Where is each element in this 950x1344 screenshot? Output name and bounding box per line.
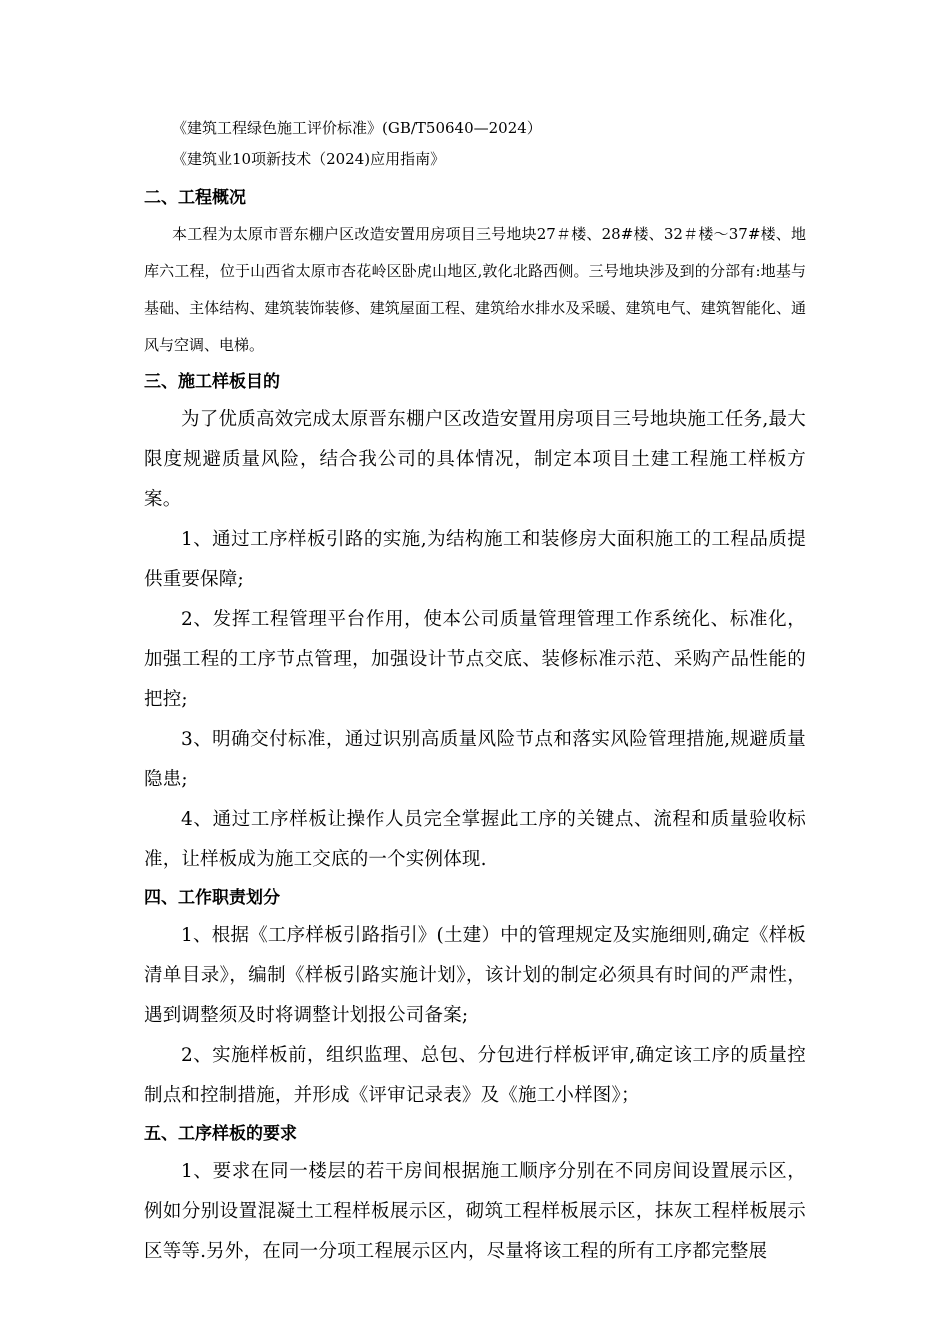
section-heading: 五、工序样板的要求 [144,1124,297,1144]
body-paragraph: 1、通过工序样板引路的实施,为结构施工和装修房大面积施工的工程品质提供重要保障; [144,529,806,590]
section-heading: 三、施工样板目的 [144,372,280,392]
body-paragraph: 3、明确交付标准，通过识别高质量风险节点和落实风险管理措施,规避质量隐患; [144,729,806,790]
body-paragraph: 为了优质高效完成太原晋东棚户区改造安置用房项目三号地块施工任务,最大限度规避质量风险，结合我公司的具体情况，制定本项目土建工程施工样板方案。 [144,409,806,510]
reference-line: 《建筑工程绿色施工评价标准》(GB/T50640—2024） [172,119,542,137]
body-paragraph: 4、通过工序样板让操作人员完全掌握此工序的关键点、流程和质量验收标准，让样板成为施工交底的一个实例体现. [144,809,806,870]
body-paragraph: 1、根据《工序样板引路指引》(土建）中的管理规定及实施细则,确定《样板清单目录》，编制《样板引路实施计划》，该计划的制定必须具有时间的严肃性，遇到调整须及时将调整计划报公司备案; [144,925,806,1026]
body-paragraph: 2、实施样板前，组织监理、总包、分包进行样板评审,确定该工序的质量控制点和控制措施，并形成《评审记录表》及《施工小样图》； [144,1045,806,1106]
body-paragraph: 本工程为太原市晋东棚户区改造安置用房项目三号地块27＃楼、28#楼、32＃楼～37#楼、地库六工程，位于山西省太原市杏花岭区卧虎山地区,敦化北路西侧。三号地块涉及到的分部有:地基与基础、主体结构、建筑装饰装修、建筑屋面工程、建筑给水排水及采暖、建筑电气、建筑智能化、通风与空调、电梯。 [144,225,806,354]
reference-line: 《建筑业10项新技术（2024)应用指南》 [172,150,446,168]
document-page [144,118,806,1272]
body-paragraph: 2、发挥工程管理平台作用，使本公司质量管理管理工作系统化、标准化，加强工程的工序节点管理，加强设计节点交底、装修标准示范、采购产品性能的把控; [144,609,806,710]
section-heading: 二、工程概况 [144,188,246,208]
body-paragraph: 1、要求在同一楼层的若干房间根据施工顺序分别在不同房间设置展示区，例如分别设置混凝土工程样板展示区，砌筑工程样板展示区，抹灰工程样板展示区等等.另外，在同一分项工程展示区内，尽量将该工程的所有工序都完整展 [144,1161,806,1262]
section-heading: 四、工作职责划分 [144,888,280,908]
